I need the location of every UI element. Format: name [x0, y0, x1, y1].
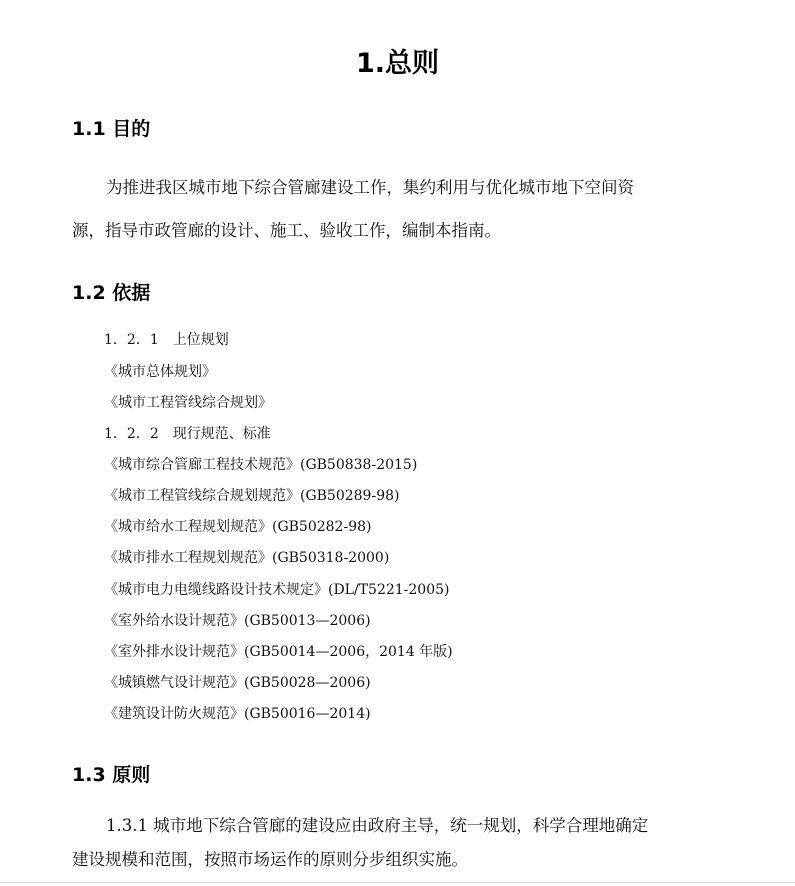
- reference-item: 《城市综合管廊工程技术规范》(GB50838-2015): [104, 457, 418, 473]
- reference-item: 《建筑设计防火规范》(GB50016—2014): [104, 706, 371, 722]
- reference-item: 《室外给水设计规范》(GB50013—2006): [104, 613, 371, 629]
- page-bottom-divider: [0, 882, 795, 883]
- section-heading-basis: 1.2 依据: [72, 282, 151, 304]
- principles-paragraph-line-2: 建设规模和范围，按照市场运作的原则分步组织实施。: [72, 850, 468, 869]
- reference-item: 《室外排水设计规范》(GB50014—2006，2014 年版): [104, 644, 453, 660]
- section-heading-purpose: 1.1 目的: [72, 118, 151, 140]
- reference-item: 《城市排水工程规划规范》(GB50318-2000): [104, 550, 390, 566]
- principles-paragraph-line-1: 1.3.1 城市地下综合管廊的建设应由政府主导，统一规划，科学合理地确定: [106, 816, 649, 835]
- reference-item: 《城市工程管线综合规划》: [104, 395, 272, 411]
- section-heading-principles: 1.3 原则: [72, 764, 151, 786]
- subsection-title-upper-plans: 1．2．1 上位规划: [104, 332, 229, 348]
- purpose-paragraph-line-1: 为推进我区城市地下综合管廊建设工作，集约利用与优化城市地下空间资: [106, 178, 634, 197]
- reference-item: 《城市给水工程规划规范》(GB50282-98): [104, 519, 372, 535]
- page-title: 1.总则: [355, 48, 440, 79]
- reference-item: 《城市工程管线综合规划规范》(GB50289-98): [104, 488, 400, 504]
- subsection-title-standards: 1．2．2 现行规范、标准: [104, 426, 271, 442]
- reference-item: 《城镇燃气设计规范》(GB50028—2006): [104, 675, 371, 691]
- reference-item: 《城市电力电缆线路设计技术规定》(DL/T5221-2005): [104, 582, 450, 598]
- reference-item: 《城市总体规划》: [104, 364, 216, 380]
- purpose-paragraph-line-2: 源，指导市政管廊的设计、施工、验收工作，编制本指南。: [72, 221, 501, 240]
